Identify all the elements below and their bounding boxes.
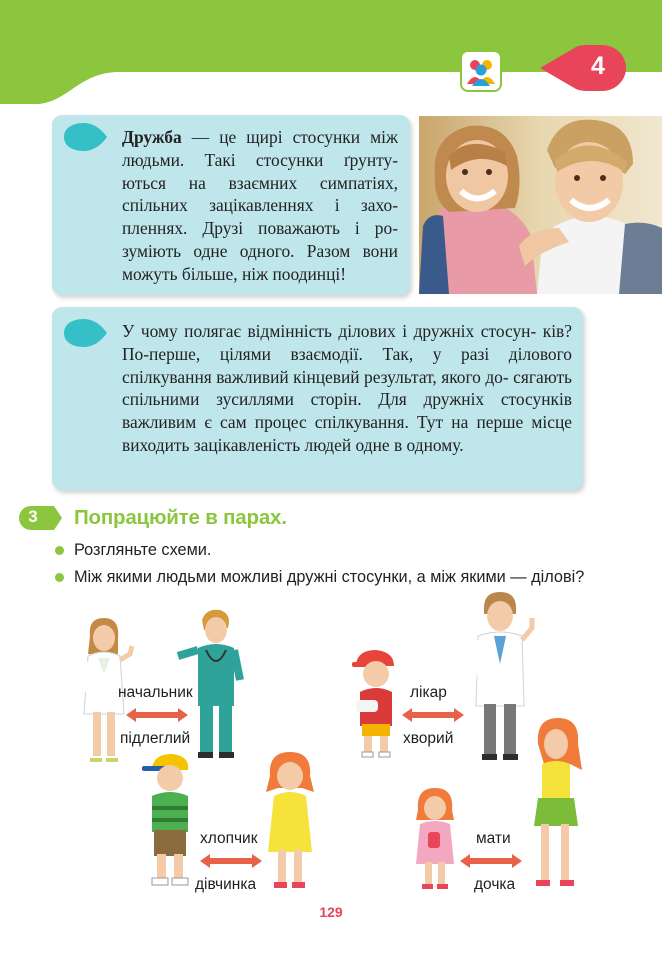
girl-illustration [262,748,318,892]
bullet-text: Розгляньте схеми. [74,541,212,559]
definition-line: ються на взаємних симпатіях, [122,172,398,193]
definition-text [122,126,398,286]
explanation-line: сягають спільними зусиллями сторін. Для дружніх [122,366,572,410]
list-item [52,567,587,588]
drop-icon [62,318,108,348]
definition-line: — це щирі стосунки між [191,127,398,147]
boy-illustration [140,752,200,892]
explanation-line: У чому полягає відмінність ділових і дружніх стосун- [122,321,537,341]
label-doctor: лікар [410,684,447,701]
daughter-illustration [412,786,458,892]
list-item [52,540,587,561]
task-title: Попрацюйте в парах. [74,506,287,529]
definition-line: зуміють одне одного. Разом вони [122,240,398,261]
definition-term: Дружба [122,127,182,147]
label-subordinate: підлеглий [120,730,191,747]
explanation-line: ків? По-перше, цілями взаємодії. Так, у разі ділового [122,321,572,364]
bullet-icon [55,573,64,582]
people-group-icon [460,50,502,92]
double-arrow-icon [198,853,264,869]
explanation-line: на перше місце виходить зацікавленість людей одне [122,412,572,455]
label-girl: дівчинка [195,876,257,893]
definition-line: пленнях. Друзі поважають і ро- [122,218,398,239]
task-bullets [52,540,587,593]
explanation-text [122,320,572,457]
bullet-text: Між якими людьми можливі дружні стосунки, а між якими — ділові? [74,567,585,586]
double-arrow-icon [458,853,524,869]
drop-icon [62,122,108,152]
label-boss: начальник [118,684,193,701]
double-arrow-icon [400,707,466,723]
mother-illustration [524,714,588,892]
label-daughter: дочка [474,876,516,893]
bullet-icon [55,546,64,555]
label-patient: хворий [403,730,454,747]
label-mother: мати [476,830,511,847]
definition-line: спільних зацікавленнях і захо- [122,195,398,216]
page-number: 129 [319,904,343,920]
definition-line: можуть більше, ніж поодинці! [122,263,347,284]
definition-line: людьми. Такі стосунки ґрунту- [122,149,398,170]
sick-boy-illustration [348,648,402,760]
double-arrow-icon [124,707,190,723]
friends-photo [419,116,662,294]
explanation-line: стосунків важливим є сам процес спілкування. Тут [122,389,573,433]
explanation-line: спілкування важливий кінцевий результат, якого до- [122,366,509,387]
chapter-number: 4 [591,52,605,80]
explanation-line: в одному. [393,434,464,455]
task-number: 3 [28,507,38,526]
label-boy: хлопчик [200,830,258,847]
